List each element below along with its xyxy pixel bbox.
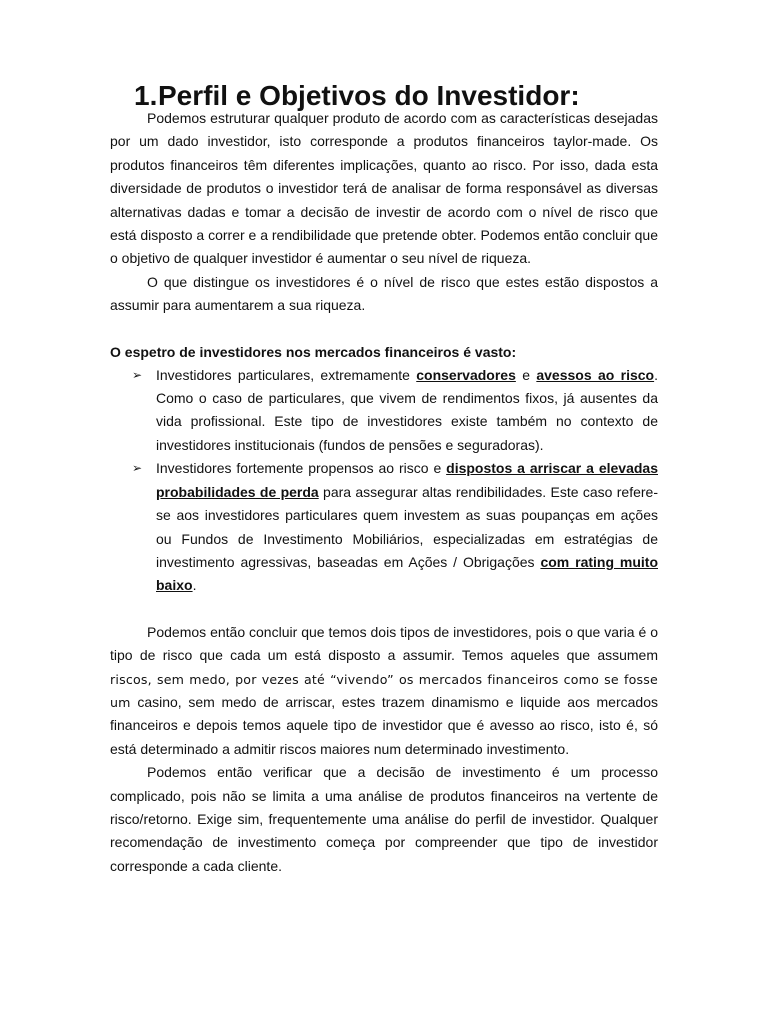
arrow-bullet-icon: ➢ <box>132 461 143 476</box>
bullet-1-text-post: . Como o caso de particulares, que vivem de rendimentos fixos, já ausentes da vida profissional. Este tipo de investidores existe também no contexto de investidores institucionais (fundos de pensões e seguradoras). <box>156 366 658 453</box>
section-number: 1. <box>134 80 158 111</box>
conclusion-1-part-c: casino, sem medo de arriscar, estes trazem dinamismo e liquide aos mercados financeiros e depois temos aquele tipo de investidor que é avesso ao risco, isto é, só está determinado a admitir riscos maiores num determinado investimento. <box>110 693 658 757</box>
conclusion-paragraph-1 <box>110 621 658 761</box>
section-title: Perfil e Objetivos do Investidor: <box>158 80 580 111</box>
investor-type-list <box>110 364 658 598</box>
conclusion-1-part-b: riscos, sem medo, por vezes até “vivendo” os mercados financeiros como se fosse um <box>110 671 658 710</box>
bullet-2-text-post: . <box>192 577 197 594</box>
list-item-conservative <box>110 364 658 458</box>
spectrum-heading: O espetro de investidores nos mercados financeiros é vasto: <box>110 343 517 360</box>
bullet-2-text-pre: Investidores fortemente propensos ao risco e <box>156 460 447 477</box>
bullet-1-text-mid: e <box>515 366 537 383</box>
bullet-2-text-mid: para assegurar altas rendibilidades. Este caso refere-se aos investidores particulares quem investem as suas poupanças em ações ou Fundos de Investimento Mobiliários, especializadas em estratégias de investimento agressivas, baseadas em Ações / Obrigações <box>156 483 658 570</box>
arrow-bullet-icon: ➢ <box>132 367 143 382</box>
conclusion-1-part-a: Podemos então concluir que temos dois tipos de investidores, pois o que varia é o tipo de risco que cada um está disposto a assumir. Temos aqueles que assumem <box>110 623 658 664</box>
bullet-1-emphasis-avessos: avessos ao risco <box>536 366 655 383</box>
bullet-2-emphasis-rating: com rating muito baixo <box>156 553 658 594</box>
bullet-1-text-pre: Investidores particulares, extremamente <box>156 366 417 383</box>
intro-paragraph-1: Podemos estruturar qualquer produto de acordo com as características desejadas por um dado investidor, isto corresponde a produtos financeiros taylor-made. Os produtos financeiros têm diferentes implicações, quanto ao risco. Por isso, dada esta diversidade de produtos o investidor terá de analisar de forma responsável as diversas alternativas dadas e tomar a decisão de investir de acordo com o nível de risco que está disposto a correr e a rendibilidade que pretende obter. Podemos então concluir que o objetivo de qualquer investidor é aumentar o seu nível de riqueza. <box>110 110 658 267</box>
paragraph-gap <box>110 598 658 621</box>
bullet-2-emphasis-dispostos: dispostos a arriscar a elevadas probabilidades de perda <box>156 460 658 500</box>
intro-paragraph-2: O que distingue os investidores é o nível de risco que estes estão dispostos a assumir para aumentarem a sua riqueza. <box>110 273 658 314</box>
section-heading <box>110 80 658 111</box>
bullet-1-emphasis-conservadores: conservadores <box>416 366 516 383</box>
list-item-risk-takers <box>110 457 658 597</box>
conclusion-paragraph-2: Podemos então verificar que a decisão de investimento é um processo complicado, pois não se limita a uma análise de produtos financeiros na vertente de risco/retorno. Exige sim, frequentemente uma análise do perfil de investidor. Qualquer recomendação de investimento começa por compreender que tipo de investidor corresponde a cada cliente. <box>110 764 658 874</box>
